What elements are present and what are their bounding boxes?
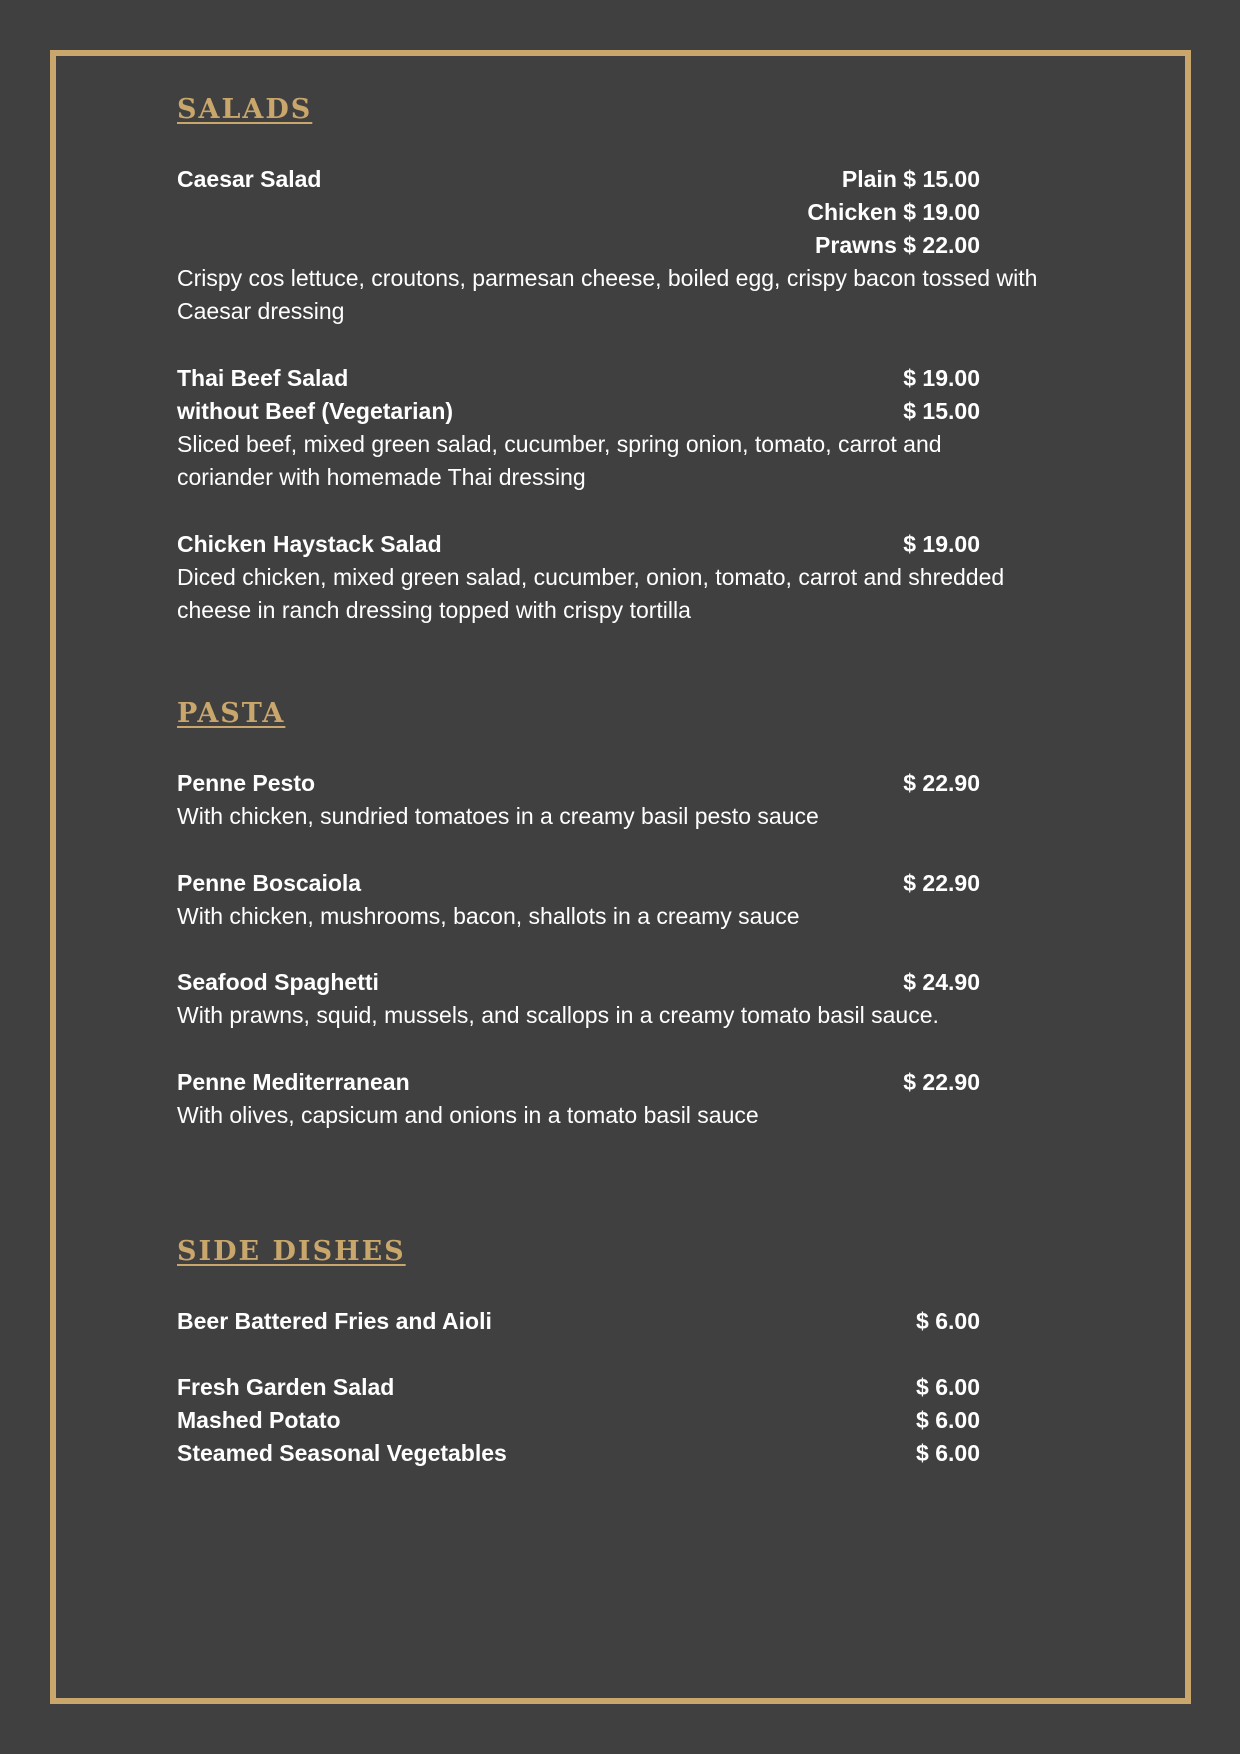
item-price: $ 19.00 bbox=[903, 365, 980, 391]
section-title-pasta: PASTA bbox=[177, 698, 286, 729]
item-description: With prawns, squid, mussels, and scallops in a creamy tomato basil sauce. bbox=[177, 1002, 939, 1028]
item-price-prawns: Prawns $ 22.00 bbox=[815, 232, 980, 258]
item-name: Steamed Seasonal Vegetables bbox=[177, 1440, 507, 1466]
item-name: Thai Beef Salad bbox=[177, 365, 349, 391]
item-price: $ 19.00 bbox=[903, 531, 980, 557]
item-price-chicken: Chicken $ 19.00 bbox=[807, 199, 980, 225]
menu-item-caesar-salad bbox=[177, 163, 980, 196]
item-description-haystack: Diced chicken, mixed green salad, cucumber, onion, tomato, carrot and shredded cheese in ranch dressing topped with crispy tortilla bbox=[177, 564, 1005, 623]
item-variant-price: $ 15.00 bbox=[903, 398, 980, 424]
menu-item-steamed-vegetables bbox=[177, 1437, 980, 1470]
item-name: Beer Battered Fries and Aioli bbox=[177, 1308, 492, 1334]
item-price: $ 6.00 bbox=[916, 1440, 980, 1466]
item-description: With chicken, sundried tomatoes in a creamy basil pesto sauce bbox=[177, 803, 819, 829]
menu-item-penne-mediterranean bbox=[177, 1066, 980, 1099]
menu-item-penne-boscaiola bbox=[177, 867, 980, 900]
item-price: $ 6.00 bbox=[916, 1407, 980, 1433]
item-name: Caesar Salad bbox=[177, 166, 322, 192]
item-price: $ 24.90 bbox=[903, 969, 980, 995]
item-price: $ 22.90 bbox=[903, 1069, 980, 1095]
menu-item-thai-beef-salad bbox=[177, 362, 980, 395]
menu-item-caesar-prawns bbox=[177, 229, 980, 262]
item-price: $ 6.00 bbox=[916, 1308, 980, 1334]
item-description-caesar: Crispy cos lettuce, croutons, parmesan cheese, boiled egg, crispy bacon tossed with Caesar dressing bbox=[177, 265, 1038, 324]
item-description: With chicken, mushrooms, bacon, shallots in a creamy sauce bbox=[177, 903, 800, 929]
item-price: $ 22.90 bbox=[903, 870, 980, 896]
menu-item-beer-battered-fries bbox=[177, 1305, 980, 1338]
item-price-plain: Plain $ 15.00 bbox=[841, 166, 980, 192]
section-title-salads: SALADS bbox=[177, 94, 313, 125]
item-variant-name: without Beef (Vegetarian) bbox=[177, 398, 454, 424]
menu-item-fresh-garden-salad bbox=[177, 1371, 980, 1404]
menu-item-penne-pesto bbox=[177, 767, 980, 800]
item-name: Penne Pesto bbox=[177, 770, 316, 796]
menu-item-caesar-chicken bbox=[177, 196, 980, 229]
menu-item-seafood-spaghetti bbox=[177, 966, 980, 999]
item-name: Mashed Potato bbox=[177, 1407, 341, 1433]
item-name: Penne Boscaiola bbox=[177, 870, 362, 896]
item-name: Seafood Spaghetti bbox=[177, 969, 379, 995]
item-price: $ 22.90 bbox=[903, 770, 980, 796]
item-name: Penne Mediterranean bbox=[177, 1069, 410, 1095]
item-price: $ 6.00 bbox=[916, 1374, 980, 1400]
menu-item-chicken-haystack-salad bbox=[177, 528, 980, 561]
item-name: Fresh Garden Salad bbox=[177, 1374, 395, 1400]
menu-item-mashed-potato bbox=[177, 1404, 980, 1437]
item-description: With olives, capsicum and onions in a tomato basil sauce bbox=[177, 1102, 759, 1128]
section-title-side-dishes: SIDE DISHES bbox=[177, 1236, 406, 1267]
menu-item-thai-vegetarian bbox=[177, 395, 980, 428]
item-name: Chicken Haystack Salad bbox=[177, 531, 442, 557]
item-description-thai-beef: Sliced beef, mixed green salad, cucumber, spring onion, tomato, carrot and coriander with homemade Thai dressing bbox=[177, 431, 942, 490]
